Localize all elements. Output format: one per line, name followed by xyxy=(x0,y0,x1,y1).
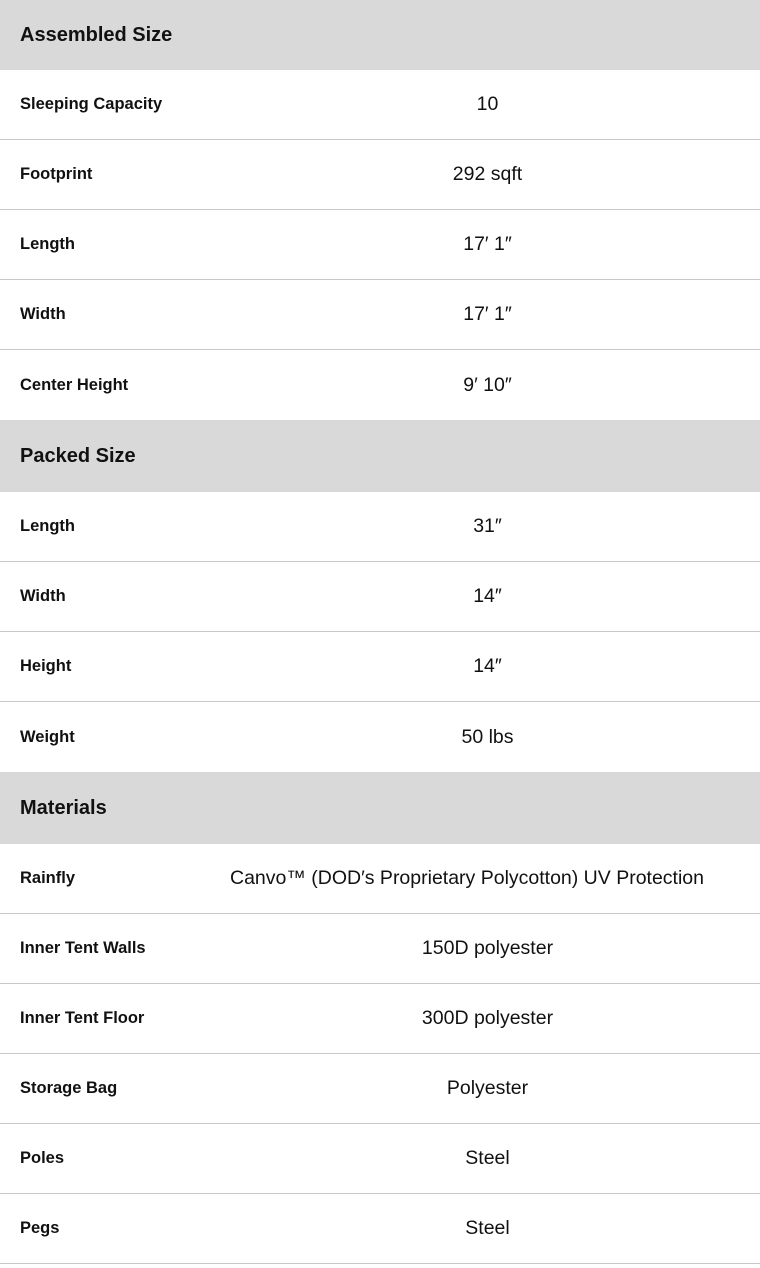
spec-value: Canvo™ (DOD′s Proprietary Polycotton) UV Protection xyxy=(230,867,704,889)
spec-value: Steel xyxy=(465,1147,510,1169)
spec-row-length xyxy=(0,210,760,280)
spec-label: Storage Bag xyxy=(20,1079,118,1097)
spec-row-footprint xyxy=(0,140,760,210)
spec-value: 14″ xyxy=(473,655,502,677)
spec-label: Center Height xyxy=(20,375,129,394)
spec-label: Length xyxy=(20,517,75,535)
spec-label: Pegs xyxy=(20,1219,60,1237)
spec-row-pegs xyxy=(0,1194,760,1264)
spec-row-inner-tent-walls xyxy=(0,914,760,984)
spec-label: Width xyxy=(20,305,66,323)
section-header-packed-size xyxy=(0,420,760,492)
spec-row-poles xyxy=(0,1124,760,1194)
spec-label: Footprint xyxy=(20,165,93,183)
spec-row-width xyxy=(0,280,760,350)
spec-row-rainfly xyxy=(0,844,760,914)
section-title: Materials xyxy=(20,796,107,819)
spec-row-storage-bag xyxy=(0,1054,760,1124)
section-header-materials xyxy=(0,772,760,844)
spec-label: Height xyxy=(20,657,72,675)
spec-row-inner-tent-floor xyxy=(0,984,760,1054)
spec-value: 292 sqft xyxy=(452,163,523,185)
spec-value: 17′ 1″ xyxy=(463,233,512,255)
spec-row-length xyxy=(0,492,760,562)
spec-value: 150D polyester xyxy=(421,937,554,959)
spec-value: Polyester xyxy=(446,1077,529,1099)
spec-row-weight xyxy=(0,702,760,772)
spec-value: 10 xyxy=(476,93,499,115)
spec-value: 31″ xyxy=(473,515,502,537)
spec-value: 9′ 10″ xyxy=(463,373,512,396)
section-title: Packed Size xyxy=(20,444,136,467)
spec-value: 300D polyester xyxy=(421,1007,554,1029)
spec-label: Poles xyxy=(20,1149,65,1167)
spec-label: Length xyxy=(20,235,75,253)
spec-row-height xyxy=(0,632,760,702)
spec-value: 50 lbs xyxy=(461,725,514,748)
spec-value: Steel xyxy=(465,1217,510,1239)
spec-label: Inner Tent Floor xyxy=(20,1009,145,1027)
spec-label: Inner Tent Walls xyxy=(20,939,146,957)
spec-value: 17′ 1″ xyxy=(463,303,512,325)
spec-label: Width xyxy=(20,587,66,605)
section-header-assembled-size xyxy=(0,0,760,70)
section-title: Assembled Size xyxy=(20,23,173,46)
spec-row-width xyxy=(0,562,760,632)
spec-row-center-height xyxy=(0,350,760,420)
spec-label: Rainfly xyxy=(20,869,76,887)
spec-row-sleeping-capacity xyxy=(0,70,760,140)
spec-value: 14″ xyxy=(473,585,502,607)
spec-label: Sleeping Capacity xyxy=(20,95,163,113)
spec-label: Weight xyxy=(20,727,75,746)
